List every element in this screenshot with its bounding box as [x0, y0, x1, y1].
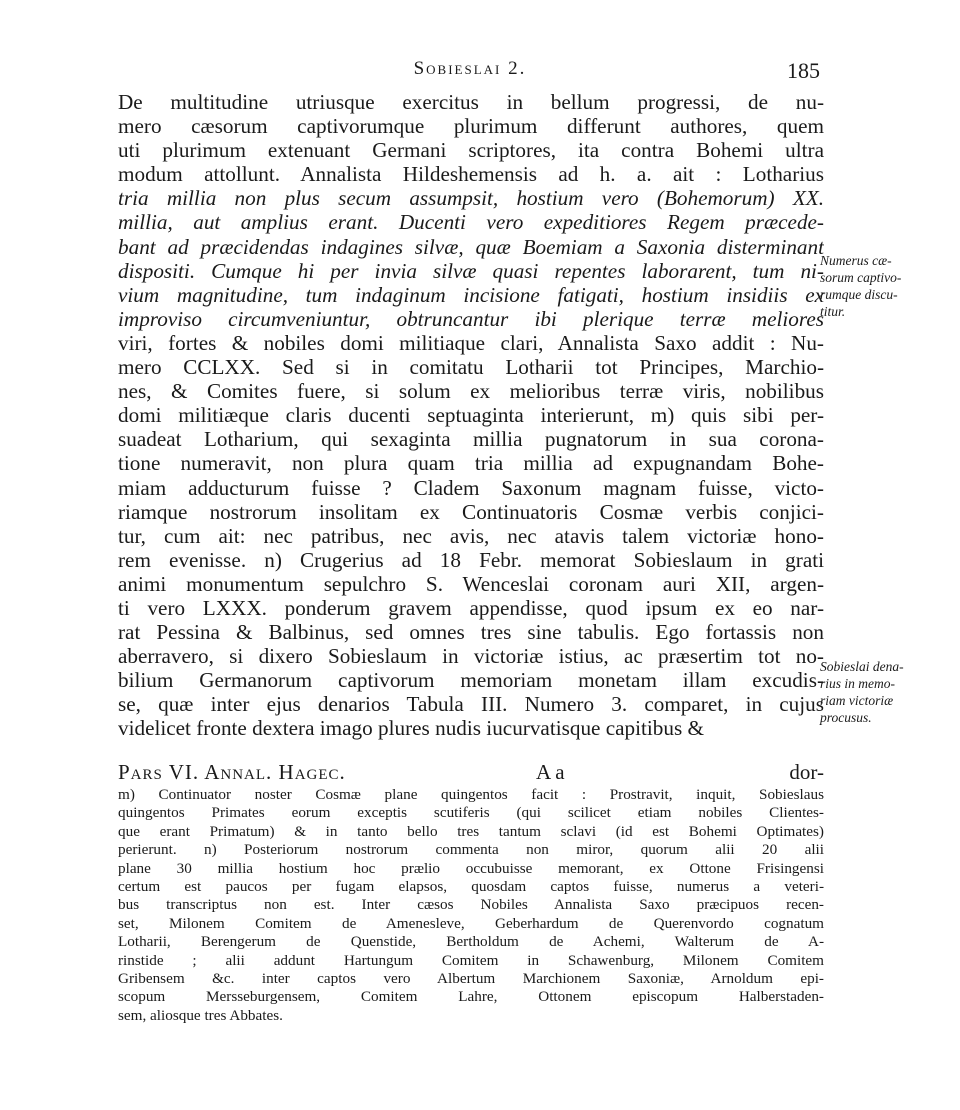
- margin-note-line: Sobieslai dena-: [820, 659, 904, 674]
- footnote-line: m) Continuator noster Cosmæ plane quingentos facit : Prostravit, inquit, Sobieslaus: [118, 786, 824, 803]
- footnote-line: certum est paucos per fugam elapsos, quosdam captos fuisse, numerus a veteri-: [118, 877, 824, 895]
- footnote-line: scopum Mersseburgensem, Comitem Lahre, Ottonem episcopum Halberstaden-: [118, 988, 824, 1006]
- text-line: ti vero LXXX. ponderum gravem appendisse, quod ipsum ex eo nar-: [118, 595, 824, 620]
- text-line: vium magnitudine, tum indaginum incisione fatigati, hostium insidiis ex: [118, 282, 824, 307]
- text-line: tria millia non plus secum assumpsit, hostium vero (Bohemorum) XX.: [118, 186, 824, 211]
- text-line: se, quæ inter ejus denarios Tabula III. Numero 3. comparet, in cujus: [118, 692, 824, 717]
- text-line: aberravero, si dixero Sobieslaum in victoriæ istius, ac præsertim tot no-: [118, 644, 824, 669]
- text-line: modum attollunt. Annalista Hildeshemensis ad h. a. ait : Lotharius: [118, 162, 824, 187]
- running-head: [120, 58, 820, 88]
- margin-note-line: Numerus cæ-: [820, 253, 892, 268]
- text-line: bilium Germanorum captivorum memoriam monetam illam excudis-: [118, 668, 824, 693]
- signature-line: [118, 760, 824, 784]
- text-line: riamque nostrorum insolitam ex Continuatoris Cosmæ verbis conjici-: [118, 499, 824, 524]
- text-line: domi militiæque claris ducenti septuaginta interierunt, m) quis sibi per-: [118, 403, 824, 428]
- margin-note-line: rumque discu-: [820, 287, 898, 302]
- margin-note-line: riam victoriæ: [820, 693, 894, 708]
- footnote-line: set, Milonem Comitem de Amenesleve, Geberhardum de Querenvordo cognatum: [118, 914, 824, 932]
- footnote-line: sem, aliosque tres Abbates.: [118, 1006, 283, 1024]
- footnote-line: quingentos Primates eorum exceptis scutiferis (qui scilicet etiam nobiles Clientes-: [118, 804, 824, 822]
- text-line: mero cæsorum captivorumque plurimum differunt authores, quem: [118, 114, 824, 139]
- text-line: viri, fortes & nobiles domi militiaque clari, Annalista Saxo addit : Nu-: [118, 330, 824, 355]
- text-line: rat Pessina & Balbinus, sed omnes tres sine tabulis. Ego fortassis non: [118, 620, 824, 645]
- footnote-line: plane 30 millia hostium hoc prælio occubuisse memorant, ex Ottone Frisingensi: [118, 859, 824, 877]
- text-line: rem evenisse. n) Crugerius ad 18 Febr. memorat Sobieslaum in grati: [118, 547, 824, 572]
- text-line: nes, & Comites fuere, si solum ex melioribus terræ viris, nobilibus: [118, 379, 824, 404]
- text-line: bant ad præcidendas indagines silvæ, quæ Boemiam a Saxonia disterminant: [118, 234, 824, 259]
- text-line: tione numeravit, non plura quam tria millia ad expugnandam Bohe-: [118, 451, 824, 476]
- footnote-line: Lotharii, Berengerum de Quenstide, Bertholdum de Achemi, Walterum de A-: [118, 933, 824, 951]
- footnote-line: que erant Primatum) & in tanto bello tres tantum sclavi (id est Bohemi Optimates): [118, 822, 824, 840]
- text-line: videlicet fronte dextera imago plures nudis iucurvatisque capitibus &: [118, 716, 705, 741]
- text-line: De multitudine utriusque exercitus in bellum progressi, de nu-: [118, 90, 824, 114]
- text-line: millia, aut amplius erant. Ducenti vero expeditiores Regem præcede-: [118, 210, 824, 235]
- main-text-block: [118, 90, 824, 741]
- text-line: uti plurimum extenuant Germani scriptores, ita contra Bohemi ultra: [118, 138, 824, 163]
- footnote-line: Gribensem &c. inter captos vero Albertum Marchionem Saxoniæ, Arnoldum epi-: [118, 969, 824, 987]
- margin-note-line: titur.: [820, 304, 846, 319]
- margin-note-denarius: [820, 658, 940, 726]
- margin-note-numerus: [820, 252, 940, 320]
- margin-note-line: procusus.: [820, 710, 872, 725]
- text-line: animi monumentum sepulchro S. Wenceslai coronam auri XII, argen-: [118, 571, 824, 596]
- margin-note-line: rius in memo-: [820, 676, 895, 691]
- running-title: Sobieslai 2.: [413, 58, 527, 79]
- text-line: improviso circumveniuntur, obtruncantur ibi plerique terræ meliores: [118, 306, 824, 331]
- footnote-line: perierunt. n) Posteriorum nostrorum commenta non miror, quorum alii 20 alii: [118, 841, 824, 859]
- margin-note-line: sorum captivo-: [820, 270, 902, 285]
- catchword: dor-: [789, 760, 824, 784]
- text-line: tur, cum ait: nec patribus, nec avis, nec atavis talem victoriæ hono-: [118, 523, 824, 548]
- text-line: miam adducturum fuisse ? Cladem Saxonum magnam fuisse, victo-: [118, 475, 824, 500]
- signature-letters: A a: [536, 760, 565, 784]
- footnotes-block: [118, 786, 824, 1025]
- text-line: suadeat Lotharium, qui sexaginta millia pugnatorum in sua corona-: [118, 427, 824, 452]
- text-line: dispositi. Cumque hi per invia silvæ quasi repentes laborarent, tum ni-: [118, 258, 824, 283]
- footnote-line: bus transcriptus non est. Inter cæsos Nobiles Annalista Saxo præcipuos recen-: [118, 896, 824, 914]
- signature-mark: Pars VI. Annal. Hagec.: [118, 760, 346, 784]
- footnote-line: rinstide ; alii addunt Hartungum Comitem in Schawenburg, Milonem Comitem: [118, 951, 824, 969]
- text-line: mero CCLXX. Sed si in comitatu Lotharii tot Principes, Marchio-: [118, 355, 824, 380]
- page-number: 185: [787, 58, 820, 83]
